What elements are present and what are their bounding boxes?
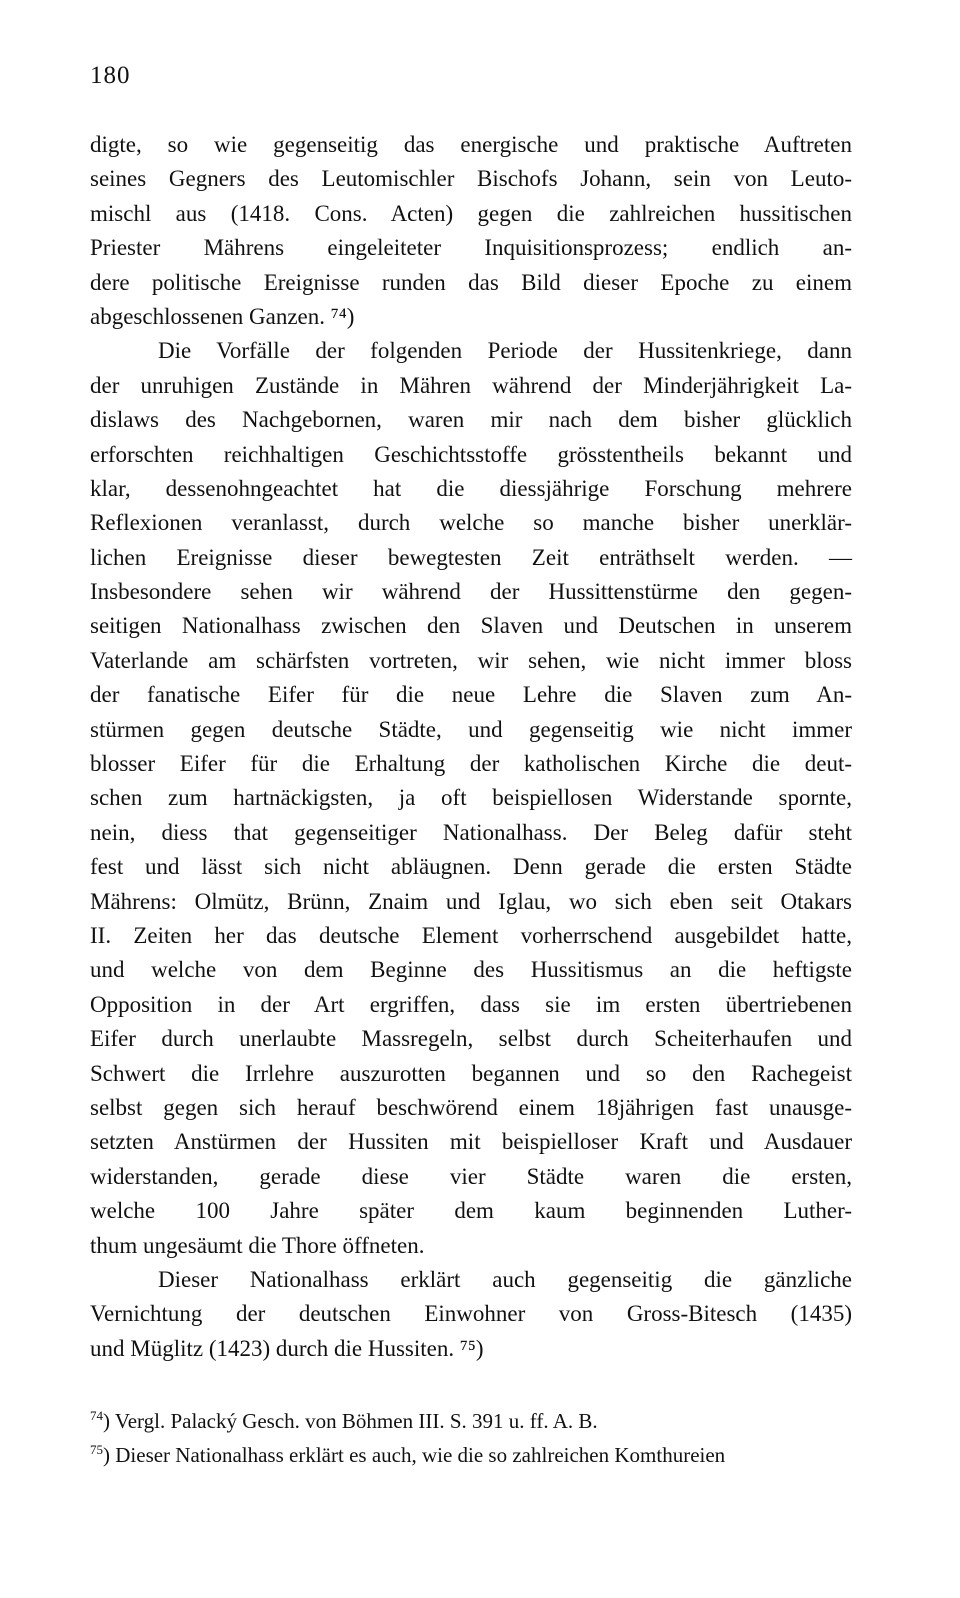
footnote-marker: 75 xyxy=(90,1442,103,1457)
text-line: klar, dessenohngeachtet hat die diessjährige Forschung mehrere xyxy=(90,475,852,501)
text-line: stürmen gegen deutsche Städte, und gegenseitig wie nicht immer xyxy=(90,716,852,742)
text-line: Vernichtung der deutschen Einwohner von Gross-Bitesch (1435) xyxy=(90,1301,852,1327)
text-line: dere politische Ereignisse runden das Bild dieser Epoche zu einem xyxy=(90,269,852,295)
text-line: welche 100 Jahre später dem kaum beginnenden Luther- xyxy=(90,1198,852,1224)
text-line: Opposition in der Art ergriffen, dass sie im ersten übertriebenen xyxy=(90,991,852,1017)
footnote xyxy=(90,1404,852,1438)
text-line: selbst gegen sich herauf beschwörend einem 18jährigen fast unausge- xyxy=(90,1094,852,1120)
text-line: Vaterlande am schärfsten vortreten, wir sehen, wie nicht immer bloss xyxy=(90,647,852,673)
text-line: Priester Mährens eingeleiteter Inquisitionsprozess; endlich an- xyxy=(90,235,852,261)
text-line: blosser Eifer für die Erhaltung der katholischen Kirche die deut- xyxy=(90,751,852,777)
text-line: nein, diess that gegenseitiger Nationalhass. Der Beleg dafür steht xyxy=(90,819,852,845)
text-line: abgeschlossenen Ganzen. ⁷⁴) xyxy=(90,303,355,329)
text-line: setzten Anstürmen der Hussiten mit beispielloser Kraft und Ausdauer xyxy=(90,1129,852,1155)
text-line: und Müglitz (1423) durch die Hussiten. ⁷⁵) xyxy=(90,1335,484,1361)
text-line: Insbesondere sehen wir während der Hussittenstürme den gegen- xyxy=(90,579,852,605)
text-line: mischl aus (1418. Cons. Acten) gegen die zahlreichen hussitischen xyxy=(90,200,852,226)
footnote-text: ) Vergl. Palacký Gesch. von Böhmen III. S. 391 u. ff. A. B. xyxy=(103,1409,598,1433)
text-line: erforschten reichhaltigen Geschichtsstoffe grösstentheils bekannt und xyxy=(90,441,852,467)
text-line: der unruhigen Zustände in Mähren während der Minderjährigkeit La- xyxy=(90,372,852,398)
text-line: widerstanden, gerade diese vier Städte waren die ersten, xyxy=(90,1163,852,1189)
footnote-marker: 74 xyxy=(90,1408,103,1423)
text-line: der fanatische Eifer für die neue Lehre die Slaven zum An- xyxy=(90,682,852,708)
text-line: Dieser Nationalhass erklärt auch gegenseitig die gänzliche xyxy=(158,1266,852,1292)
footnote-text: ) Dieser Nationalhass erklärt es auch, wie die so zahlreichen Komthureien xyxy=(103,1443,726,1467)
text-line: seitigen Nationalhass zwischen den Slaven und Deutschen in unserem xyxy=(90,613,852,639)
text-line: Schwert die Irrlehre auszurotten begannen und so den Rachegeist xyxy=(90,1060,852,1086)
footnote xyxy=(90,1438,852,1472)
text-line: lichen Ereignisse dieser bewegtesten Zeit enträthselt werden. — xyxy=(90,544,852,570)
text-line: dislaws des Nachgebornen, waren mir nach dem bisher glücklich xyxy=(90,407,852,433)
footnotes xyxy=(90,1404,852,1472)
text-line: Die Vorfälle der folgenden Periode der Hussitenkriege, dann xyxy=(158,338,852,364)
page-number: 180 xyxy=(90,62,131,89)
text-line: fest und lässt sich nicht abläugnen. Denn gerade die ersten Städte xyxy=(90,854,852,880)
text-line: thum ungesäumt die Thore öffneten. xyxy=(90,1232,425,1258)
text-line: Mährens: Olmütz, Brünn, Znaim und Iglau, wo sich eben seit Otakars xyxy=(90,888,852,914)
text-line: seines Gegners des Leutomischler Bischofs Johann, sein von Leuto- xyxy=(90,166,852,192)
text-line: schen zum hartnäckigsten, ja oft beispiellosen Widerstande spornte, xyxy=(90,785,852,811)
body-text xyxy=(90,128,852,1366)
text-line: Reflexionen veranlasst, durch welche so manche bisher unerklär- xyxy=(90,510,852,536)
text-line: digte, so wie gegenseitig das energische und praktische Auftreten xyxy=(90,132,852,157)
text-line: II. Zeiten her das deutsche Element vorherrschend ausgebildet hatte, xyxy=(90,922,852,948)
text-line: Eifer durch unerlaubte Massregeln, selbst durch Scheiterhaufen und xyxy=(90,1026,852,1052)
text-line: und welche von dem Beginne des Hussitismus an die heftigste xyxy=(90,957,852,983)
